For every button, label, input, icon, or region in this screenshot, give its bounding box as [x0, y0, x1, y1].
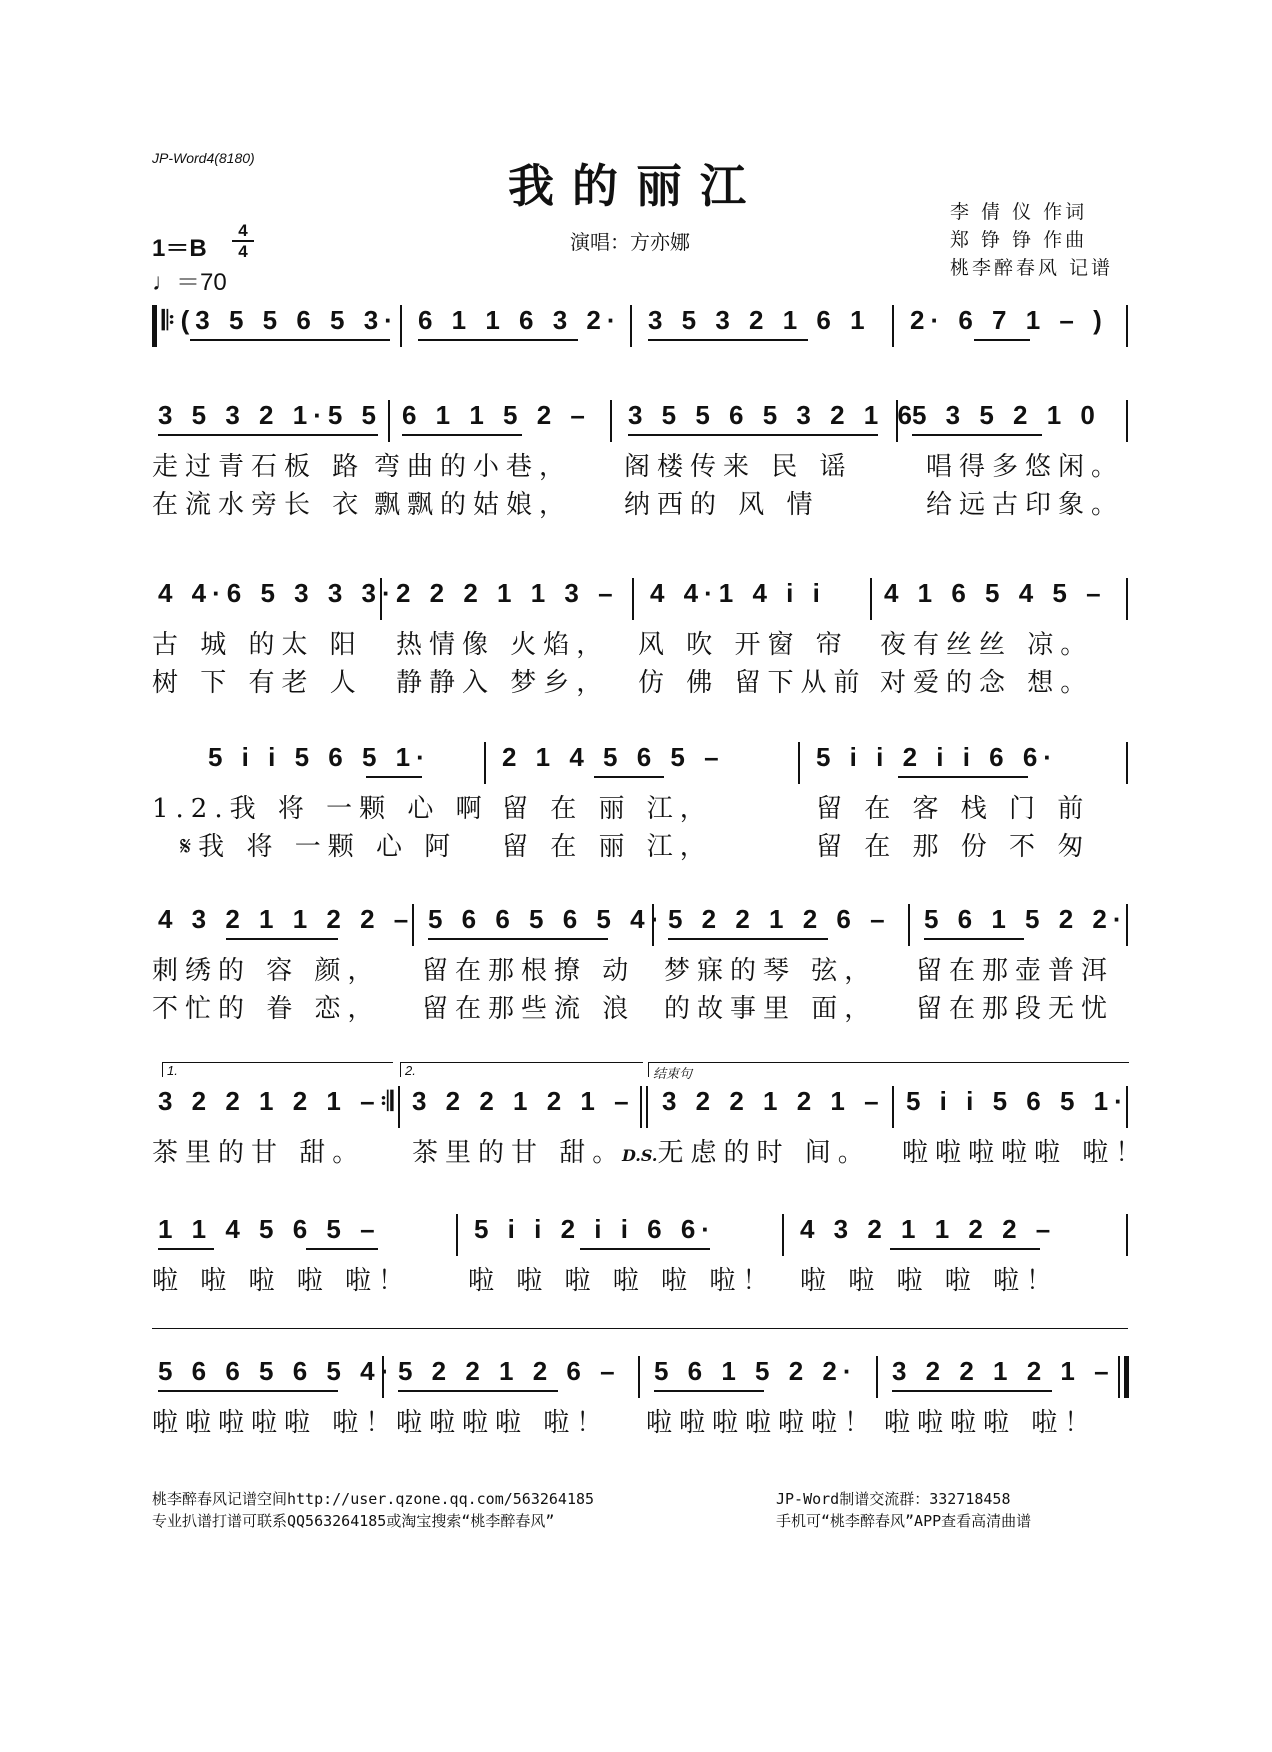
measure: 3 5 3 2 1·5 5	[158, 400, 382, 430]
measure: 4 3 2 1 1 2 2 –	[158, 904, 415, 934]
measure: 6 1 1 6 3 2·	[418, 305, 622, 335]
lyric-segment: 留在那根撩 动	[422, 956, 636, 986]
score-system-4	[150, 742, 1128, 872]
measure: 5 2 2 1 2 6 –	[398, 1356, 621, 1386]
tempo-marking	[152, 262, 227, 297]
composer-credit: 郑 铮 铮 作曲	[950, 229, 1088, 251]
score-system-8	[150, 1328, 1128, 1438]
lyric-segment: 无虑的时 间。	[657, 1138, 871, 1168]
lyric-segment: 留 在 那 份 不 匆	[816, 832, 1091, 862]
lyric-segment: 留 在 客 栈 门 前	[816, 794, 1091, 824]
lyric-segment: 对爱的念 想。	[880, 668, 1094, 698]
lyric-segment: 1.2.我 将 一颗 心 啊	[152, 794, 489, 824]
time-top: 4	[238, 221, 248, 240]
lyric-segment: 啦 啦 啦 啦 啦 啦！	[468, 1266, 776, 1296]
footer-contact: 专业扒谱打谱可联系QQ563264185或淘宝搜索“桃李醉春风”	[152, 1512, 555, 1530]
lyric-segment: 𝄋我 将 一颗 心 阿	[180, 832, 458, 862]
measure: 1 1 4 5 6 5 –	[158, 1214, 381, 1244]
footer-app: 手机可“桃李醉春风”APP查看高清曲谱	[776, 1512, 1032, 1530]
software-label: JP-Word4(8180)	[152, 150, 255, 166]
measure: 3 5 3 2 1 6 1	[648, 305, 871, 335]
transcriber-credit: 桃李醉春风 记谱	[950, 257, 1114, 279]
lyric-segment: 古 城 的太 阳	[152, 630, 363, 660]
lyric-segment: 纳西的 风 情	[624, 490, 820, 520]
lyric-segment: 飘飘的姑娘，	[374, 490, 573, 520]
lyric-segment: 啦啦啦啦啦 啦！	[152, 1408, 399, 1438]
lyric-segment: 啦啦啦啦 啦！	[884, 1408, 1098, 1438]
measure: 5 6 1 5 2 2·	[654, 1356, 858, 1386]
measure: 4 4·1 4 i i	[650, 578, 826, 608]
measure: 5 3 5 2 1 0	[912, 400, 1101, 430]
song-title: 我的丽江	[508, 159, 764, 213]
volta-1: 1.	[162, 1062, 393, 1077]
ending-phrase-label: 结束句	[648, 1062, 1129, 1077]
measure: 3 5 5 6 5 3 2 1 6	[628, 400, 918, 430]
lyric-segment: 留在那壶普洱	[916, 956, 1115, 986]
footer-group: JP-Word制谱交流群：332718458	[776, 1490, 1011, 1508]
footer-qzone-link[interactable]: 桃李醉春风记谱空间http://user.qzone.qq.com/563264185	[152, 1490, 595, 1508]
lyric-segment: 的故事里 面，	[664, 994, 878, 1024]
lyric-segment: 树 下 有老 人	[152, 668, 363, 698]
lyric-segment: 不忙的 眷 恋，	[152, 994, 381, 1024]
lyric-segment: 弯曲的小巷，	[374, 452, 573, 482]
lyric-segment: 梦寐的琴 弦，	[664, 956, 878, 986]
lyric-segment: 留在那些流 浪	[422, 994, 636, 1024]
measure: 5 6 6 5 6 5 4·	[428, 904, 666, 934]
measure: 5 i i 5 6 5 1·	[906, 1086, 1129, 1116]
lyric-segment: 留 在 丽 江，	[502, 794, 713, 824]
lyric-segment: 在流水旁长 衣	[152, 490, 366, 520]
lyric-segment: 啦啦啦啦 啦！	[396, 1408, 610, 1438]
notes-row	[150, 1086, 1128, 1126]
score-system-5	[150, 904, 1128, 1034]
measure: 5 6 1 5 2 2·	[924, 904, 1128, 934]
lyric-segment: 啦 啦 啦 啦 啦！	[800, 1266, 1060, 1296]
score-system-6	[150, 1062, 1149, 1172]
measure: 4 3 2 1 1 2 2 –	[800, 1214, 1057, 1244]
lyric-segment: 刺绣的 容 颜，	[152, 956, 381, 986]
notes-row	[150, 578, 1128, 618]
lyric-segment: 啦啦啦啦啦 啦！	[902, 1138, 1149, 1168]
measure: 3 2 2 1 2 1 –	[892, 1356, 1115, 1386]
ds-mark: D.S.	[622, 1146, 658, 1165]
quarter-note-icon: ♩	[152, 269, 176, 296]
lyric-segment: 风 吹 开窗 帘	[638, 630, 849, 660]
time-signature	[230, 222, 256, 260]
measure: 6 1 1 5 2 –	[402, 400, 591, 430]
lyric-segment: 走过青石板 路	[152, 452, 366, 482]
volta-2: 2.	[400, 1062, 643, 1077]
measure: 3 2 2 1 2 1 –	[412, 1086, 635, 1116]
lyric-segment: 茶里的甘 甜。	[412, 1138, 626, 1168]
lyric-segment: 啦啦啦啦啦啦！	[646, 1408, 878, 1438]
lyric-segment: 给远古印象。	[926, 490, 1125, 520]
measure: 2· 6 7 1 – )	[910, 305, 1108, 335]
score-system-2	[150, 400, 1128, 530]
lyric-segment: 热情像 火焰，	[396, 630, 610, 660]
lyric-segment: 静静入 梦乡，	[396, 668, 610, 698]
lyric-segment: 阁楼传来 民 谣	[624, 452, 853, 482]
measure: 4 4·6 5 3 3 3·	[158, 578, 397, 608]
measure: 5 6 6 5 6 5 4·	[158, 1356, 396, 1386]
measure: 𝄆(3 5 5 6 5 3·	[162, 305, 399, 335]
singer-credit: 演唱：方亦娜	[570, 230, 690, 254]
credits-block	[950, 198, 1113, 282]
measure: 4 1 6 5 4 5 –	[884, 578, 1107, 608]
measure: 3 2 2 1 2 1 –𝄇	[158, 1086, 400, 1116]
measure: 5 i i 2 i i 6 6·	[474, 1214, 716, 1244]
lyric-segment: 留在那段无忧	[916, 994, 1115, 1024]
measure: 5 2 2 1 2 6 –	[668, 904, 891, 934]
key-signature: 1＝B	[152, 235, 207, 262]
lyric-segment: 留 在 丽 江，	[502, 832, 713, 862]
lyric-segment: 仿 佛 留下从前	[638, 668, 867, 698]
score-system-7	[150, 1214, 1128, 1314]
lyric-segment: 茶里的甘 甜。	[152, 1138, 366, 1168]
measure: 5 i i 5 6 5 1·	[208, 742, 431, 772]
score-system-3	[150, 578, 1128, 708]
tempo-value: ＝70	[176, 269, 227, 296]
measure: 2 2 2 1 1 3 –	[396, 578, 619, 608]
measure: 5 i i 2 i i 6 6·	[816, 742, 1058, 772]
measure: 3 2 2 1 2 1 –	[662, 1086, 885, 1116]
lyricist-credit: 李 倩 仪 作词	[950, 201, 1088, 223]
lyric-segment: 唱得多悠闲。	[926, 452, 1125, 482]
lyric-segment: 夜有丝丝 凉。	[880, 630, 1094, 660]
score-system-1	[150, 305, 1128, 365]
time-bottom: 4	[238, 242, 248, 261]
measure: 2 1 4 5 6 5 –	[502, 742, 725, 772]
lyric-segment: 啦 啦 啦 啦 啦！	[152, 1266, 412, 1296]
